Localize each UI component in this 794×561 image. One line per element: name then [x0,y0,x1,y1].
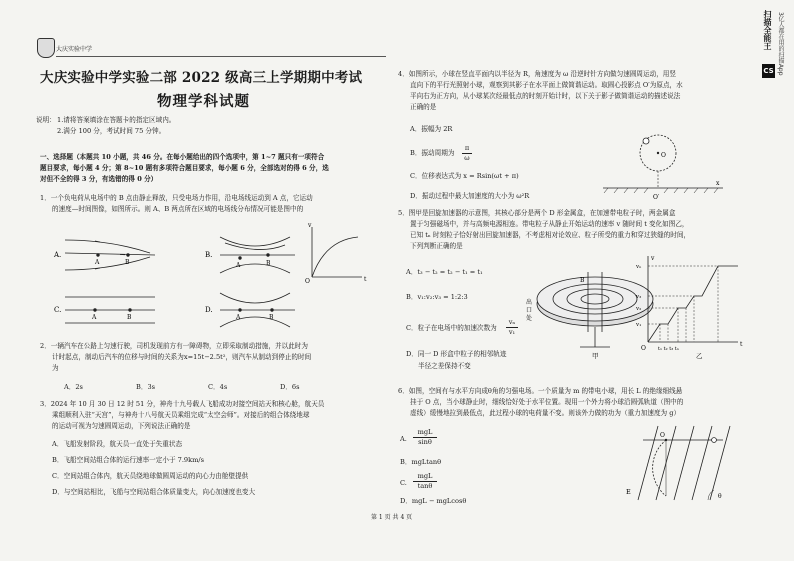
q6-fig-o: O [660,432,665,439]
q2-line2: 计时起点，制动后汽车的位移与时间的关系为x=15t−2.5t²，则汽车从制动到停止的时间 [52,353,312,361]
q4-fig-o: O [661,152,666,159]
q1-fig-b-label-a: A [236,262,241,269]
q1-fig-a-label-a: A [95,259,100,266]
q5-opt-d1: D．同一 D 形盒中粒子的相邻轨迹 [406,350,507,358]
q5-fig-t: t [740,341,743,348]
exam-title: 大庆实验中学实验二部 2022 级高三上学期期中考试 [40,70,363,86]
q5-fig-out-1: 出 [526,299,533,306]
school-name-small: 大庆实验中学 [56,46,93,53]
q5-fig-out-3: 处 [526,315,533,322]
q3-line2: 乘组顺利入驻“天宫”，与神舟十八号航天员乘组完成“太空会师”。对接后的组合体绕地球 [52,411,310,419]
q6-opt-c-num: mgL [417,472,433,480]
q3-line1: 3．2024 年 10 月 30 日 12 时 51 分，神舟十九号载人飞船成功对接空间站天和核心舱，航天员 [40,400,325,408]
q5-fig-yi-label: 乙 [696,352,703,360]
q6-line2: 挂于 O 点，当小球静止时，细线恰好处于水平位置。现用一个外力将小球沿圆弧轨道（图中的 [410,398,684,406]
q4-opt-b-den: ω [464,154,470,162]
q4-line3: 平向右为正方向，从小球某次经最低点的时刻开始计时，以下关于影子做简谐运动的描述说法 [410,92,681,100]
q5-fig-yi [648,256,738,342]
q6-opt-a-num: mgL [417,428,433,436]
q2-opt-d: D．6s [280,383,300,391]
side-subtext: 3亿人都在用的扫描App [777,12,784,76]
q5-fig-vn: vₙ [636,264,642,270]
notes-line1: 1.请将答案填涂在答题卡的指定区域内。 [57,116,176,124]
q5-opt-c-den: v₁ [508,328,516,336]
q2-opt-b: B．3s [136,383,156,391]
q6-opt-c-label: C. [400,479,407,487]
q5-line1: 5．图甲是回旋加速器的示意图，其核心部分是两个 D 形金属盒，在加速带电粒子时，两金属盒 [398,209,676,217]
q2-line3: 为 [52,364,59,372]
q4-line2: 直向下的平行光照射小球，观察到其影子在水平面上做简谐运动。取圆心投影点 O′为原点，水 [410,81,683,89]
q1-fig-a [65,240,155,270]
q4-fig-x: x [716,180,720,187]
q4-line4: 正确的是 [410,103,437,111]
q5-opt-c: C．粒子在电场中的加速次数为 [406,324,497,332]
q4-opt-b-num: π [464,144,470,152]
q5-fig-v3: v₃ [636,294,642,300]
q1-opt-d: D. [205,306,213,314]
page-footer: 第 1 页 共 4 页 [371,514,413,521]
exam-subject: 物理学科试题 [157,93,250,110]
q1-graph-v: v [308,222,312,229]
q5-fig-v: v [651,255,655,262]
q5-line4: 下列判断正确的是 [410,242,463,250]
notes-label: 说明： [36,116,56,124]
section-heading-2: 题目要求，每小题 4 分；第 8~10 题有多项符合题目要求，每小题 6 分，全部选对的得 6 分，选 [40,164,329,172]
side-brand: 扫描全能王 [763,10,772,50]
q6-opt-c-den: tanθ [417,482,433,490]
q1-figures [40,215,390,335]
q1-fig-b-label-b: B [266,260,271,267]
section-heading-3: 对但不全的得 3 分，有选错的得 0 分） [40,175,158,183]
q3-opt-d: D．与空间站相比，飞船与空间站组合体质量变大，向心加速度也变大 [52,488,256,496]
q4-opt-b: B．振动周期为 [410,149,455,157]
header-rule [56,56,386,57]
q5-opt-a: A．t₃ − t₂ = t₂ − t₁ = t₁ [406,268,483,276]
q1-vt-graph [312,227,362,277]
q1-fig-b [220,237,295,273]
q6-figure [618,420,738,508]
q6-line1: 6．如图，空间有与水平方向成θ角的匀强电场。一个质量为 m 的带电小球，用长 L 的绝缘细线悬 [398,387,683,395]
q1-fig-d-label-a: A [236,314,241,321]
q6-opt-a-den: sinθ [418,438,432,446]
q1-fig-d [220,293,295,327]
q4-figure [598,113,738,203]
q1-fig-a-label-b: B [125,259,130,266]
q4-line1: 4．如图所示，小球在竖直平面内以半径为 R，角速度为 ω 沿逆时针方向做匀速圆周运动，用竖 [398,70,676,78]
q1-graph-t: t [364,276,367,283]
school-logo-icon [37,38,55,58]
q5-fig-ticks: t₁ t₂ t₃ tₙ [658,346,679,352]
q1-fig-c [65,297,155,323]
q5-figures [520,252,750,364]
q1-fig-d-label-b: B [269,314,274,321]
q5-opt-b: B．v₁:v₂:v₃ = 1:2:3 [406,293,468,301]
q2-line1: 2．一辆汽车在公路上匀速行驶，司机发现前方有一障碍物，立即采取制动措施，并以此时为 [40,342,308,350]
q4-opt-d: D．振动过程中最大加速度的大小为 ω²R [410,192,530,200]
q4-opt-a: A．振幅为 2R [410,125,453,133]
notes-line2: 2.满分 100 分，考试时间 75 分钟。 [57,127,166,135]
q5-fig-v2: v₂ [636,306,642,312]
q6-opt-d: D．mgL − mgLcosθ [400,497,467,505]
q6-opt-b: B．mgLtanθ [400,458,442,466]
q1-opt-c: C. [54,306,62,314]
q5-fig-jia-label: 甲 [592,352,599,360]
cs-badge-icon: CS [762,64,775,78]
q4-fig-o2: O′ [653,194,660,201]
q5-opt-c-num: vₙ [508,318,516,326]
q1-fig-c-label-a: A [92,314,97,321]
q6-line3: 虚线）缓慢地拉到最低点，此过程小球的电荷量不变。则该外力做的功为（重力加速度为 g） [410,409,681,417]
q6-fig-e: E [626,488,631,496]
q3-opt-b: B．飞船空间站组合体的运行速率一定小于 7.9km/s [52,456,204,464]
q5-fig-b: B [580,277,585,284]
q2-opt-a: A．2s [64,383,83,391]
q6-opt-a-label: A. [400,435,407,443]
q1-line1: 1．一个负电荷从电场中的 B 点由静止释放，只受电场力作用，沿电场线运动到 A 点，它运动 [40,194,313,202]
q4-opt-c: C．位移表达式为 x = Rsin(ωt + π) [410,172,519,180]
q1-graph-o: O [305,278,310,285]
q2-opt-c: C．4s [208,383,228,391]
q3-opt-a: A．飞船发射阶段，航天员一直处于失重状态 [52,440,183,448]
q5-fig-o: O [641,345,646,352]
q5-line2: 置于匀强磁场中，并与高频电源相连。带电粒子从静止开始运动的速率 v 随时间 t 变化如图乙， [410,220,689,228]
q1-fig-c-label-b: B [127,314,132,321]
q1-line2: 的速度—时间图像，如图所示。则 A、B 两点所在区域的电场线分布情况可能是图中的 [52,205,304,213]
section-heading: 一、选择题（本题共 10 小题，共 46 分。在每小题给出的四个选项中，第 1~7 题只有一项符合 [40,153,325,161]
q5-fig-v1: v₁ [636,322,642,328]
q1-opt-a: A. [54,251,62,259]
q6-fig-theta: θ [718,493,722,500]
q3-line3: 的运动可视为匀速圆周运动，下列说法正确的是 [52,422,191,430]
q5-opt-d2: 半径之差保持不变 [418,362,471,370]
q5-fig-out-2: 口 [526,307,533,314]
q5-line3: 已知 tₙ 时刻粒子恰好射出回旋加速器，不考虑相对论效应、粒子所受的重力和穿过狭缝的时间， [410,231,691,239]
q3-opt-c: C．空间站组合体内，航天员绕地球做圆周运动的向心力由舱壁提供 [52,472,249,480]
q1-opt-b: B. [205,251,213,259]
